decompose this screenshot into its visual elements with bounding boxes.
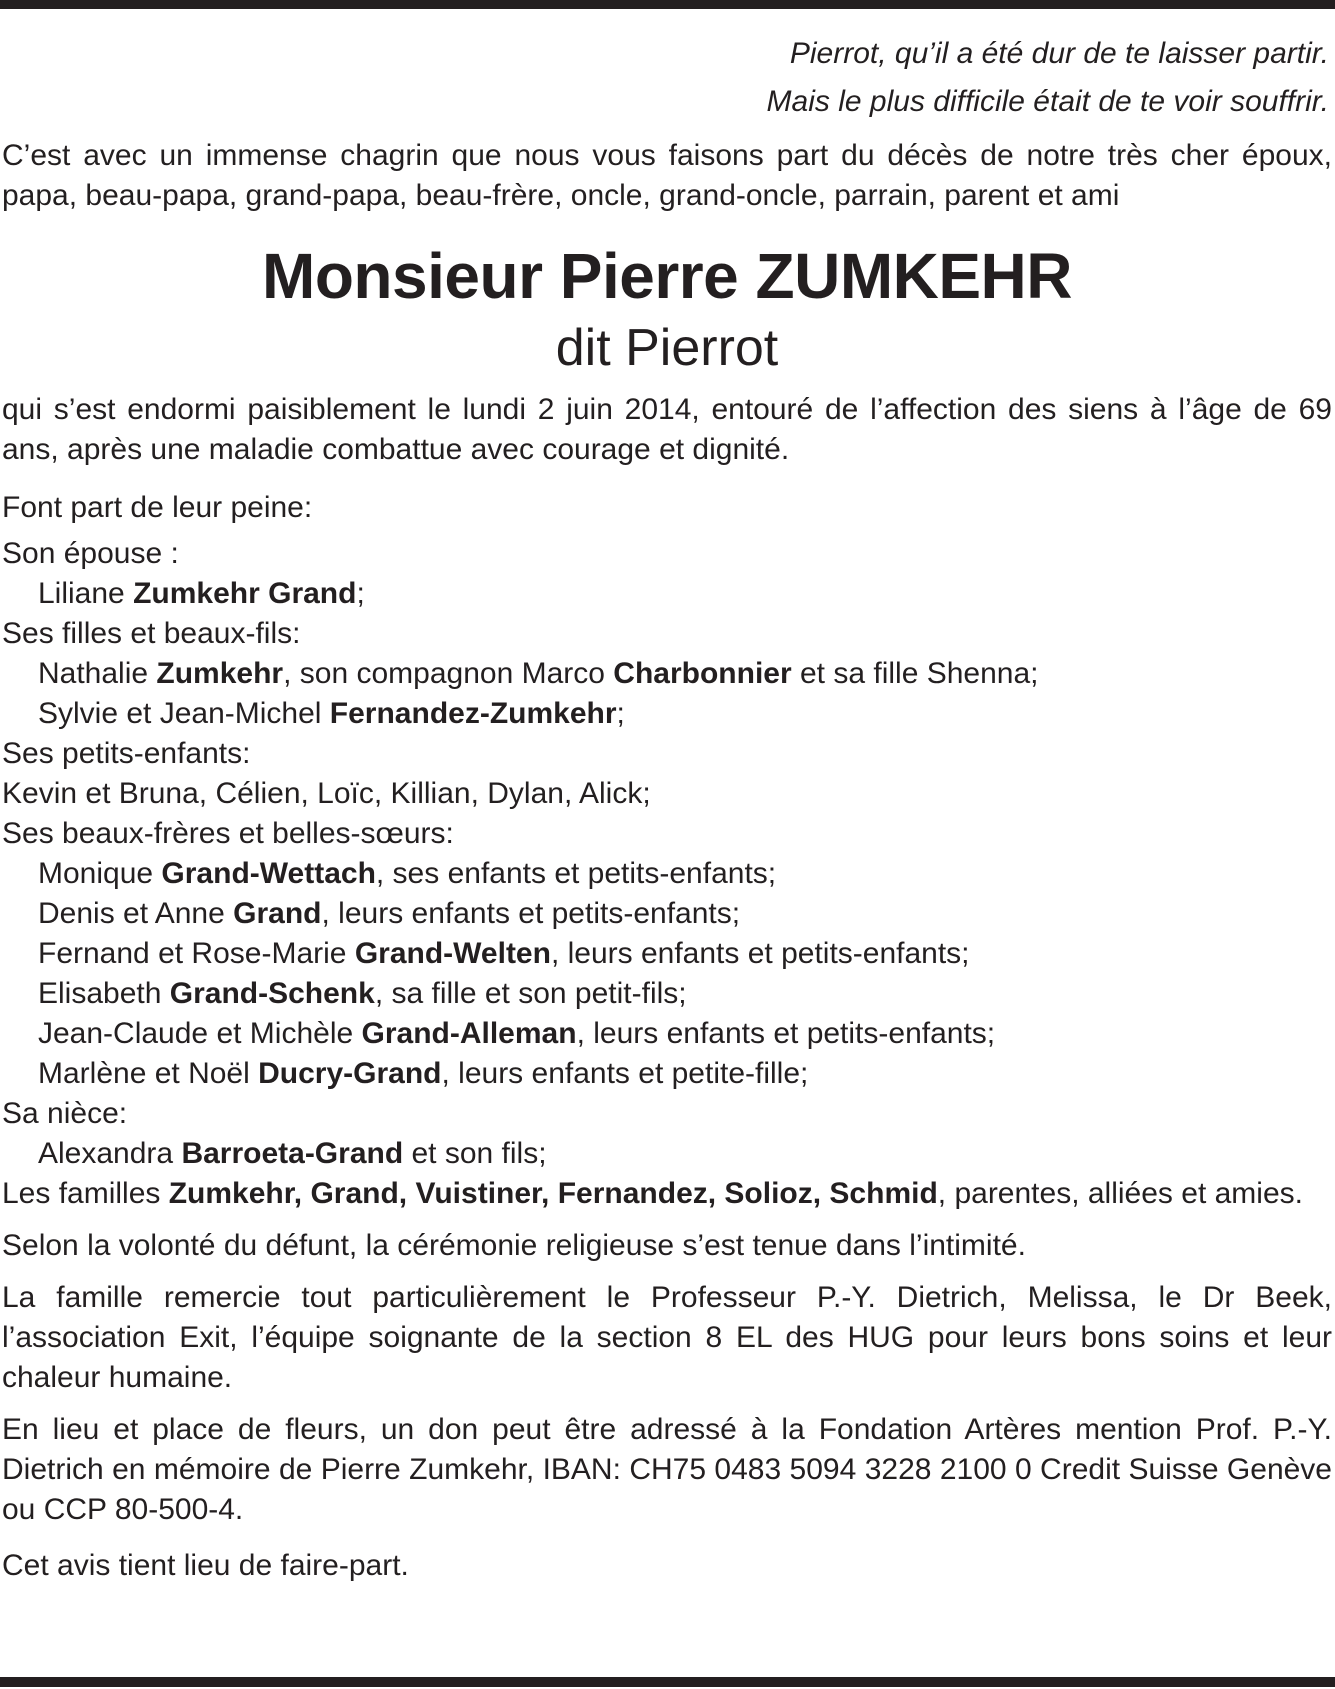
spouse-entry [2, 574, 1332, 614]
inlaw-first: Elisabeth [38, 977, 170, 1010]
daughter-2-last: Fernandez-Zumkehr [329, 697, 617, 730]
inlaw-entry [2, 934, 1332, 974]
inlaw-entry [2, 854, 1332, 894]
inlaw-first: Denis et Anne [38, 897, 234, 930]
inlaw-last: Grand-Wettach [161, 857, 376, 890]
spouse-last-name: Zumkehr Grand [133, 577, 357, 610]
niece-heading: Sa nièce: [2, 1097, 128, 1130]
inlaw-entry [2, 894, 1332, 934]
deceased-name: Monsieur Pierre ZUMKEHR [262, 240, 1072, 312]
spouse-first-name: Liliane [38, 577, 134, 610]
daughter-1-partner: , son compagnon Marco [283, 657, 614, 690]
daughter-entry-2 [2, 694, 1332, 734]
inlaw-last: Grand [233, 897, 322, 930]
bottom-border-rule [0, 1677, 1335, 1687]
grandchildren-list: Kevin et Bruna, Célien, Loïc, Killian, Dylan, Alick; [2, 777, 651, 810]
inlaw-rest: , ses enfants et petits-enfants; [375, 857, 777, 890]
niece-last: Barroeta-Grand [181, 1137, 404, 1170]
daughters-heading: Ses filles et beaux-fils: [2, 617, 301, 650]
spouse-suffix: ; [356, 577, 365, 610]
inlaw-rest: , leurs enfants et petits-enfants; [576, 1017, 996, 1050]
inlaw-last: Ducry-Grand [258, 1057, 442, 1090]
mourners-intro: Font part de leur peine: [2, 491, 313, 524]
daughter-entry-1 [2, 654, 1332, 694]
inlaw-first: Monique [38, 857, 162, 890]
epigraph-line-2: Mais le plus difficile était de te voir souffrir. [766, 85, 1329, 118]
daughter-2-first: Sylvie et Jean-Michel [38, 697, 330, 730]
grandchildren-heading: Ses petits-enfants: [2, 737, 251, 770]
intro-paragraph: C’est avec un immense chagrin que nous vous faisons part du décès de notre très cher époux, papa, beau-papa, grand-papa, beau-frère, oncle, grand-oncle, parrain, parent et ami [2, 139, 1332, 212]
inlaw-first: Fernand et Rose-Marie [38, 937, 355, 970]
closing-line: Cet avis tient lieu de faire-part. [2, 1549, 409, 1582]
daughter-1-first: Nathalie [38, 657, 157, 690]
spouse-heading: Son épouse : [2, 537, 179, 570]
inlaw-rest: , leurs enfants et petite-fille; [441, 1057, 809, 1090]
thanks-paragraph: La famille remercie tout particulièrement le Professeur P.-Y. Dietrich, Melissa, le Dr Beek, l’association Exit, l’équipe soignante de la section 8 EL des HUG pour leurs bons soins et leur chaleur humaine. [2, 1281, 1332, 1394]
epigraph-line-1: Pierrot, qu’il a été dur de te laisser partir. [789, 37, 1329, 70]
inlaw-entry [2, 1054, 1332, 1094]
inlaw-last: Grand-Welten [354, 937, 551, 970]
niece-entry [2, 1134, 1332, 1174]
notice-content [2, 30, 1332, 1586]
niece-rest: et son fils; [403, 1137, 547, 1170]
niece-first: Alexandra [38, 1137, 182, 1170]
daughter-1-partner-last: Charbonnier [613, 657, 792, 690]
inlaw-rest: , leurs enfants et petits-enfants; [550, 937, 970, 970]
families-suffix: , parentes, alliées et amies. [937, 1177, 1303, 1210]
deceased-nickname: dit Pierrot [555, 319, 779, 377]
top-border-rule [0, 0, 1335, 9]
inlaw-entry [2, 974, 1332, 1014]
inlaw-last: Grand-Schenk [169, 977, 375, 1010]
inlaw-rest: , leurs enfants et petits-enfants; [321, 897, 741, 930]
daughter-1-rest: et sa fille Shenna; [791, 657, 1039, 690]
inlaw-rest: , sa fille et son petit-fils; [374, 977, 687, 1010]
families-names: Zumkehr, Grand, Vuistiner, Fernandez, Solioz, Schmid [168, 1177, 938, 1210]
families-paragraph [2, 1174, 1332, 1214]
inlaw-entry [2, 1014, 1332, 1054]
daughter-2-rest: ; [616, 697, 625, 730]
families-prefix: Les familles [2, 1177, 169, 1210]
daughter-1-last: Zumkehr [156, 657, 284, 690]
passing-paragraph: qui s’est endormi paisiblement le lundi 2 juin 2014, entouré de l’affection des siens à l’âge de 69 ans, après une maladie combattue avec courage et dignité. [2, 393, 1332, 466]
epigraph [2, 30, 1329, 126]
inlaw-last: Grand-Alleman [361, 1017, 577, 1050]
ceremony-paragraph: Selon la volonté du défunt, la cérémonie religieuse s’est tenue dans l’intimité. [2, 1229, 1026, 1262]
inlaw-first: Marlène et Noël [38, 1057, 259, 1090]
inlaw-first: Jean-Claude et Michèle [38, 1017, 362, 1050]
donation-paragraph: En lieu et place de fleurs, un don peut être adressé à la Fondation Artères mention Prof. P.-Y. Dietrich en mémoire de Pierre Zumkehr, IBAN: CH75 0483 5094 3228 2100 0 Credit Suisse Genève ou CCP 80-500-4. [2, 1413, 1332, 1526]
inlaws-heading: Ses beaux-frères et belles-sœurs: [2, 817, 454, 850]
